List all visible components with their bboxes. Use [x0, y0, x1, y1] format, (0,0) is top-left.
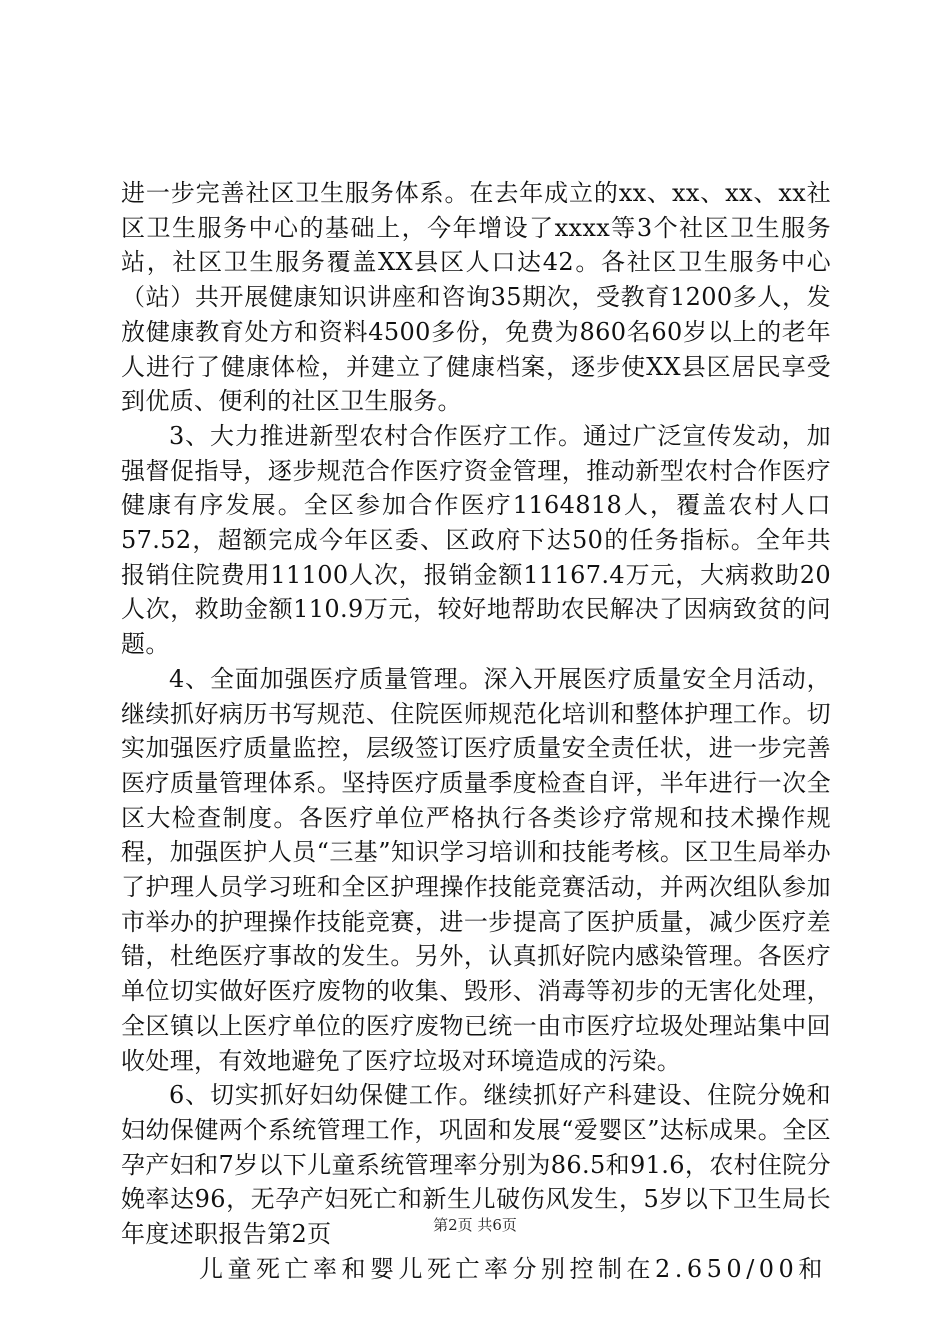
paragraph-rural-cooperative-medical: 3、大力推进新型农村合作医疗工作。通过广泛宣传发动，加强督促指导，逐步规范合作医疗资金管理，推动新型农村合作医疗健康有序发展。全区参加合作医疗1164818人，覆盖农村人口57.52，超额完成今年区委、区政府下达50的任务指标。全年共报销住院费用11100人次，报销金额11167.4万元，大病救助20人次，救助金额110.9万元，较好地帮助农民解决了因病致贫的问题。	[121, 421, 831, 659]
document-body	[121, 176, 831, 1287]
paragraph-continuation: 儿童死亡率和婴儿死亡率分别控制在2.650/00和	[199, 1254, 827, 1283]
paragraph-community-health: 进一步完善社区卫生服务体系。在去年成立的xx、xx、xx、xx社区卫生服务中心的基础上，今年增设了xxxx等3个社区卫生服务站，社区卫生服务覆盖XX县区人口达42。各社区卫生服务中心（站）共开展健康知识讲座和咨询35期次，受教育1200多人，发放健康教育处方和资料4500多份，免费为860名60岁以上的老年人进行了健康体检，并建立了健康档案，逐步使XX县区居民享受到优质、便利的社区卫生服务。	[121, 179, 831, 416]
paragraph-maternal-child-health: 6、切实抓好妇幼保健工作。继续抓好产科建设、住院分娩和妇幼保健两个系统管理工作，巩固和发展“爱婴区”达标成果。全区孕产妇和7岁以下儿童系统管理率分别为86.5和91.6，农村住院分娩率达96，无孕产妇死亡和新生儿破伤风发生，5岁以下卫生局长年度述职报告第2页	[121, 1081, 831, 1249]
page-footer: 第2页 共6页	[433, 1216, 517, 1234]
paragraph-medical-quality: 4、全面加强医疗质量管理。深入开展医疗质量安全月活动，继续抓好病历书写规范、住院医师规范化培训和整体护理工作。切实加强医疗质量监控，层级签订医疗质量安全责任状，进一步完善医疗质量管理体系。坚持医疗质量季度检查自评，半年进行一次全区大检查制度。各医疗单位严格执行各类诊疗常规和技术操作规程，加强医护人员“三基”知识学习培训和技能考核。区卫生局举办了护理人员学习班和全区护理操作技能竞赛活动，并两次组队参加市举办的护理操作技能竞赛，进一步提高了医护质量，减少医疗差错，杜绝医疗事故的发生。另外，认真抓好院内感染管理。各医疗单位切实做好医疗废物的收集、毁形、消毒等初步的无害化处理，全区镇以上医疗单位的医疗废物已统一由市医疗垃圾处理站集中回收处理，有效地避免了医疗垃圾对环境造成的污染。	[121, 664, 831, 1075]
